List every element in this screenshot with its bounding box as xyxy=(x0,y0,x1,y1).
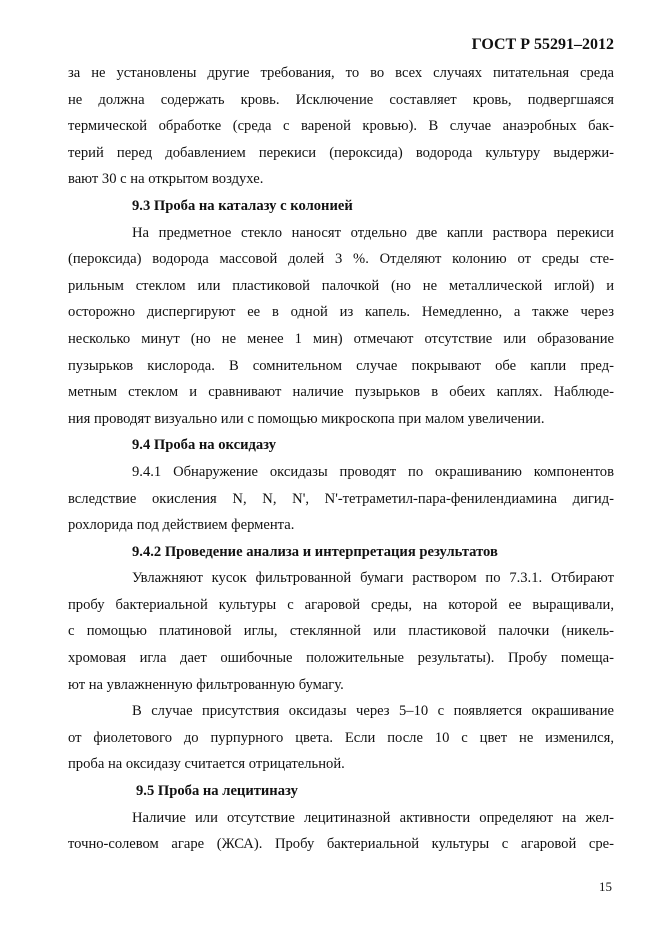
text-line: не должна содержать кровь. Исключение составляет кровь, подвергшаяся xyxy=(68,91,614,108)
paragraph xyxy=(68,459,614,539)
text-line: вследствие окисления N, N, N', N'-тетраметил-пара-фенилендиамина дигид- xyxy=(68,490,614,507)
text-line: На предметное стекло наносят отдельно две капли раствора перекиси xyxy=(132,224,614,241)
text-line: Увлажняют кусок фильтрованной бумаги раствором по 7.3.1. Отбирают xyxy=(132,570,614,587)
text-line: 9.4.1 Обнаружение оксидазы проводят по окрашиванию компонентов xyxy=(132,463,614,480)
text-line: от фиолетового до пурпурного цвета. Если после 10 с цвет не изменился, xyxy=(68,729,614,746)
paragraph xyxy=(68,220,614,433)
section-heading: 9.4 Проба на оксидазу xyxy=(132,437,277,454)
text-line: пробу бактериальной культуры с агаровой среды, на которой ее выращивали, xyxy=(68,596,614,613)
text-line: рильным стеклом или пластиковой палочкой (но не металлической иглой) и xyxy=(68,277,614,294)
text-line: терий перед добавлением перекиси (пероксида) водорода культуру выдержи- xyxy=(68,144,614,161)
text-line: вают 30 с на открытом воздухе. xyxy=(68,171,264,188)
section-heading: 9.5 Проба на лецитиназу xyxy=(136,783,298,800)
text-line: пузырьков кислорода. В сомнительном случае покрывают обе капли пред- xyxy=(68,357,614,374)
paragraph xyxy=(68,60,614,193)
paragraph xyxy=(68,805,614,858)
text-line: В случае присутствия оксидазы через 5–10 с появляется окрашивание xyxy=(132,703,614,720)
text-line: хромовая игла дает ошибочные положительные результаты). Пробу помеща- xyxy=(68,650,614,667)
section-heading: 9.3 Проба на каталазу с колонией xyxy=(132,197,353,214)
text-line: метным стеклом и сравнивают наличие пузырьков в обеих каплях. Наблюде- xyxy=(68,384,614,401)
text-line: точно-солевом агаре (ЖСА). Пробу бактериальной культуры с агаровой сре- xyxy=(68,836,614,853)
text-line: (пероксида) водорода массовой долей 3 %. Отделяют колонию от среды сте- xyxy=(68,251,614,268)
text-line: проба на оксидазу считается отрицательной. xyxy=(68,756,345,773)
text-line: с помощью платиновой иглы, стеклянной или пластиковой палочки (никель- xyxy=(68,623,614,640)
document-header-id: ГОСТ Р 55291–2012 xyxy=(471,36,614,53)
text-line: ют на увлажненную фильтрованную бумагу. xyxy=(68,676,344,693)
paragraph xyxy=(68,565,614,698)
page-number: 15 xyxy=(599,879,612,894)
text-line: несколько минут (но не менее 1 мин) отмечают отсутствие или образование xyxy=(68,330,614,347)
text-line: за не установлены другие требования, то во всех случаях питательная среда xyxy=(68,65,614,81)
text-line: Наличие или отсутствие лецитиназной активности определяют на жел- xyxy=(132,809,614,826)
text-line: осторожно диспергируют ее в одной из капель. Немедленно, а также через xyxy=(68,304,614,321)
text-line: термической обработке (среда с вареной кровью). В случае анаэробных бак- xyxy=(68,118,614,135)
text-line: ния проводят визуально или с помощью микроскопа при малом увеличении. xyxy=(68,410,545,427)
document-body xyxy=(68,60,614,858)
paragraph xyxy=(68,698,614,778)
text-line: рохлорида под действием фермента. xyxy=(68,517,295,534)
section-heading: 9.4.2 Проведение анализа и интерпретация результатов xyxy=(132,543,498,560)
